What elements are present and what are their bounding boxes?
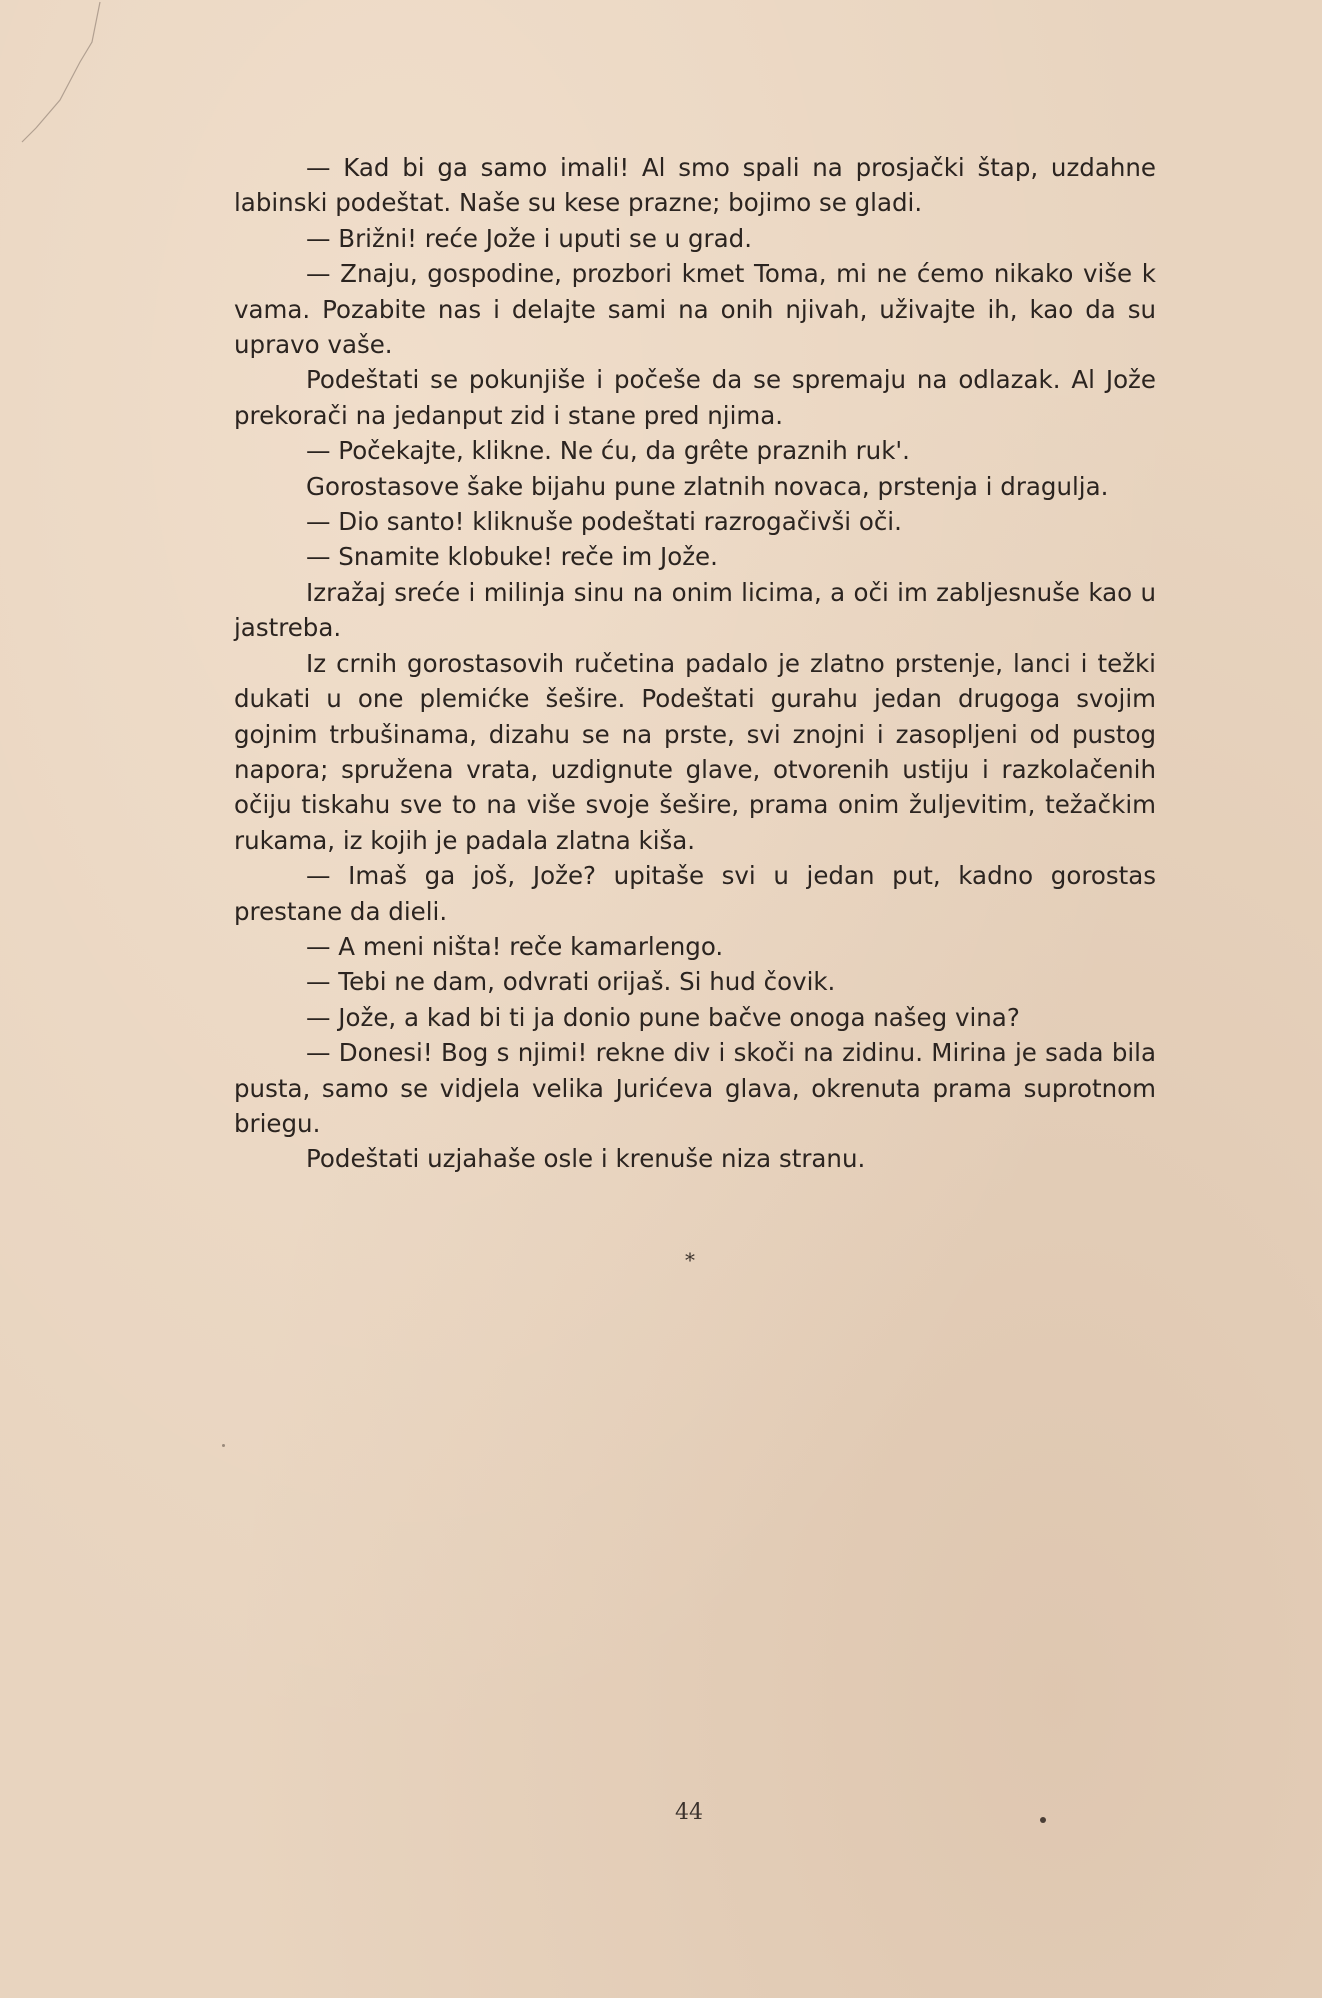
- paragraph: — Znaju, gospodine, prozbori kmet Toma, mi ne ćemo nikako više k vama. Pozabite nas i delajte sami na onih njivah, uživajte ih, kao da su upravo vaše.: [234, 259, 1156, 360]
- paragraph: — Snamite klobuke! reče im Jože.: [306, 542, 718, 572]
- paragraph: — Tebi ne dam, odvrati orijaš. Si hud čovik.: [306, 967, 836, 997]
- ink-speck: [222, 1444, 225, 1447]
- paragraph: — Jože, a kad bi ti ja donio pune bačve onoga našeg vina?: [306, 1002, 1020, 1032]
- paragraph: Iz crnih gorostasovih ručetina padalo je zlatno prstenje, lanci i težki dukati u one plemićke šešire. Podeštati gurahu jedan drugoga svojim gojnim trbušinama, dizahu se na prste, svi znojni i zasopljeni od pustog napora; spružena vrata, uzdignute glave, otvorenih ustiju i razkolačenih očiju tiskahu sve to na više svoje šešire, prama onim žuljevitim, težačkim rukama, iz kojih je padala zlatna kiša.: [234, 648, 1156, 855]
- paragraph: — Imaš ga još, Jože? upitaše svi u jedan put, kadno gorostas prestane da dieli.: [234, 861, 1156, 926]
- paragraph: — Dio santo! kliknuše podeštati razrogačivši oči.: [306, 507, 902, 537]
- paragraph: Izražaj sreće i milinja sinu na onim licima, a oči im zabljesnuše kao u jastreba.: [234, 577, 1156, 643]
- paragraph: — Počekajte, klikne. Ne ću, da grête praznih ruk'.: [306, 436, 910, 466]
- ink-speck: [1040, 1817, 1046, 1823]
- section-separator: *: [685, 1248, 695, 1272]
- paragraph: — A meni ništa! reče kamarlengo.: [306, 931, 724, 961]
- page-number: 44: [675, 1800, 703, 1825]
- paragraph: Podeštati uzjahaše osle i krenuše niza stranu.: [306, 1144, 866, 1174]
- paragraph: — Brižni! reće Jože i uputi se u grad.: [306, 223, 752, 253]
- paragraph: — Kad bi ga samo imali! Al smo spali na prosjački štap, uzdahne labinski podeštat. Naše su kese prazne; bojimo se gladi.: [234, 153, 1156, 218]
- paragraph: Podeštati se pokunjiše i počeše da se spremaju na odlazak. Al Jože prekorači na jedanput zid i stane pred njima.: [234, 365, 1156, 430]
- paragraph: — Donesi! Bog s njimi! rekne div i skoči na zidinu. Mirina je sada bila pusta, samo se vidjela velika Jurićeva glava, okrenuta prama suprotnom briegu.: [234, 1038, 1156, 1138]
- paragraph: Gorostasove šake bijahu pune zlatnih novaca, prstenja i dragulja.: [306, 471, 1109, 501]
- body-text: [234, 150, 1156, 1177]
- pencil-mark: [0, 0, 140, 160]
